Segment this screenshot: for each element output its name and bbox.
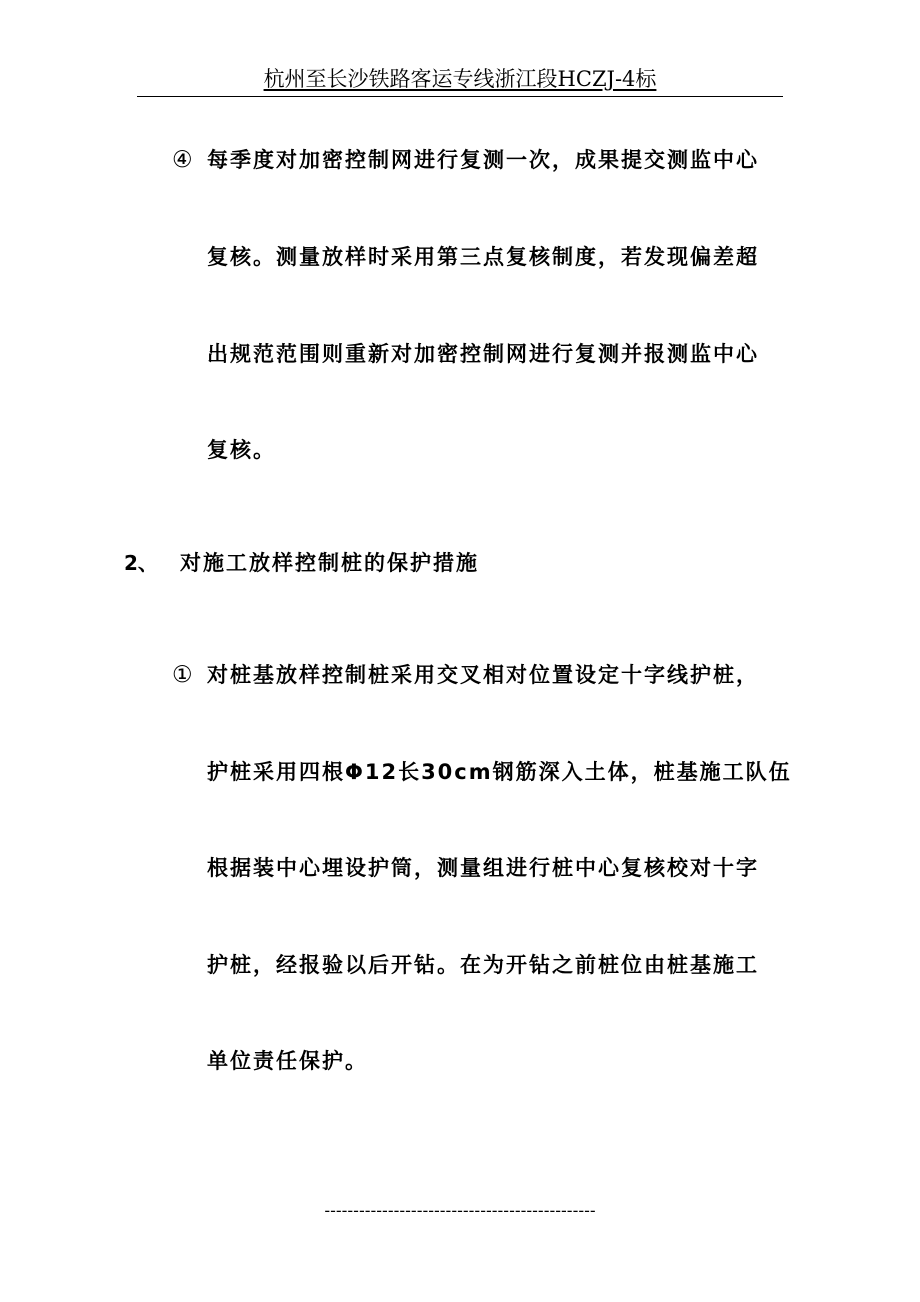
footer-dashes: ----------------------------------------------- [324, 1201, 596, 1220]
section-2-number: 2、 [124, 551, 158, 575]
item-4-line-2: 复核。测量放样时采用第三点复核制度，若发现偏差超 [207, 245, 759, 269]
item-1-line-1: 对桩基放样控制桩采用交叉相对位置设定十字线护桩， [207, 663, 759, 687]
item-1-line-3: 根据装中心埋设护筒，测量组进行桩中心复核校对十字 [207, 856, 759, 880]
item-1-line-5: 单位责任保护。 [207, 1049, 368, 1073]
header-rule [137, 96, 783, 97]
item-4-line-4: 复核。 [207, 438, 276, 462]
header-title: 杭州至长沙铁路客运专线浙江段HCZJ-4标 [263, 67, 657, 91]
item-4-marker: ④ [172, 147, 193, 173]
item-1-line-4: 护桩，经报验以后开钻。在为开钻之前桩位由桩基施工 [207, 953, 759, 977]
section-2-title: 对施工放样控制桩的保护措施 [180, 551, 479, 575]
item-1-marker: ① [172, 662, 193, 688]
item-4-line-3: 出规范范围则重新对加密控制网进行复测并报测监中心 [207, 342, 759, 366]
item-4-line-1: 每季度对加密控制网进行复测一次，成果提交测监中心 [207, 148, 759, 172]
item-1-line-2: 护桩采用四根Φ12长30cm钢筋深入土体，桩基施工队伍 [207, 760, 792, 784]
